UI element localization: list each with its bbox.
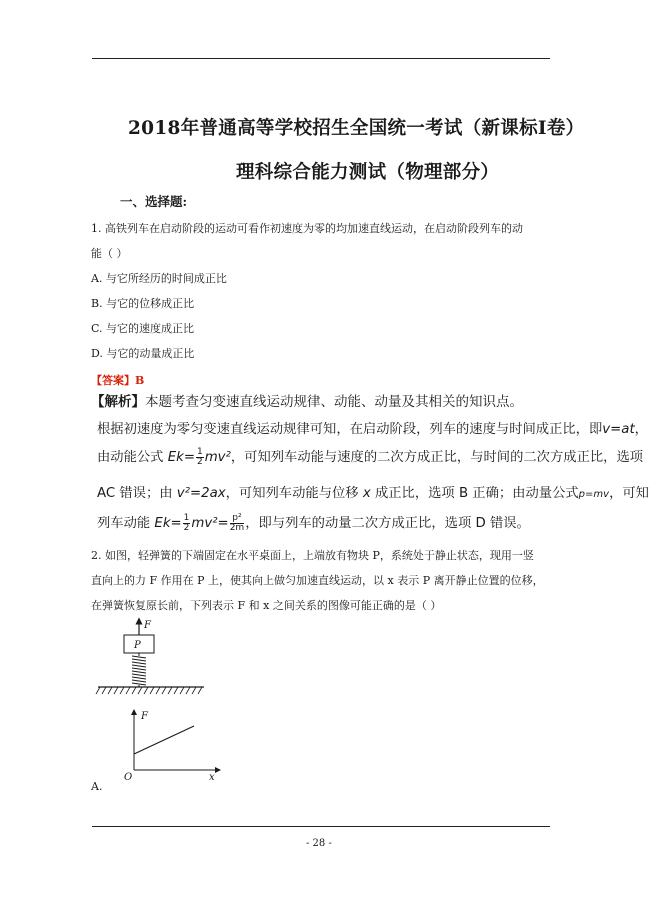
analysis-line1 <box>91 390 523 410</box>
analysis-label: 【解析】 <box>91 394 145 410</box>
page-title: 2018年普通高等学校招生全国统一考试（新课标Ⅰ卷） <box>128 118 585 139</box>
fraction-p2-2m: $\frac{\text{p²}}{2m}$ <box>229 512 245 533</box>
formula-ek: Ek= <box>167 450 195 465</box>
graph-line <box>134 726 194 754</box>
footer-rule <box>92 826 550 827</box>
analysis-line2: 根据初速度为零匀变速直线运动规律可知，在启动阶段，列车的速度与时间成正比，即v=at， <box>97 422 648 437</box>
graph-origin-label: O <box>124 772 133 783</box>
q1-option-c: C. 与它的速度成正比 <box>91 322 195 335</box>
block-label: P <box>134 640 141 651</box>
graph-y-label: F <box>141 711 148 722</box>
q1-option-a: A. 与它所经历的时间成正比 <box>91 272 227 285</box>
analysis-line3: 由动能公式 Ek= $\frac{1}{2}$ mv²，可知列车动能与速度的二次方成正比，与时间的二次方成正比，选项 <box>97 446 644 467</box>
answer-value: B <box>135 374 145 387</box>
graph-x-label: x <box>209 772 215 783</box>
q1-option-d: D. 与它的动量成正比 <box>91 347 195 360</box>
q2-line3: 在弹簧恢复原长前，下列表示 F 和 x 之间关系的图像可能正确的是（ ） <box>91 599 442 612</box>
fraction-one-half: $\frac{1}{2}$ <box>196 446 203 467</box>
graph-option-a <box>118 708 228 783</box>
analysis-line5: 列车动能 Ek= $\frac{1}{2}$ mv²= $\frac{\text{p²}}{2m}$ ，即与列车的动量二次方成正比，选项 D 错误。 <box>97 512 530 533</box>
q1-stem-line2: 能（ ） <box>91 247 128 260</box>
answer-label: 【答案】 <box>91 374 135 387</box>
q2-line2: 直向上的力 F 作用在 P 上，使其向上做匀加速直线运动，以 x 表示 P 离开静止位置的位移， <box>91 574 544 587</box>
table-hatching <box>96 687 202 694</box>
header-rule <box>92 58 550 59</box>
q1-stem-line1: 1. 高铁列车在启动阶段的运动可看作初速度为零的均加速直线运动，在启动阶段列车的动 <box>91 222 523 235</box>
formula-p-mv: p=mv <box>578 489 610 500</box>
q2-line1: 2. 如图，轻弹簧的下端固定在水平桌面上，上端放有物块 P，系统处于静止状态，现用一竖 <box>91 549 534 562</box>
section-heading: 一、选择题: <box>120 194 188 209</box>
page-number: - 28 - <box>306 838 332 849</box>
fraction-one-half: $\frac{1}{2}$ <box>183 512 190 533</box>
formula-v-at: v=at <box>602 422 635 437</box>
spring <box>132 653 146 687</box>
analysis-line4: AC 错误；由 v²=2ax，可知列车动能与位移 x 成正比，选项 B 正确；由动量公式p=mv，可知 <box>97 486 649 501</box>
spring-block-figure <box>96 618 206 698</box>
force-label: F <box>144 620 151 631</box>
q1-option-b: B. 与它的位移成正比 <box>91 297 195 310</box>
option-a-label: A. <box>91 780 103 793</box>
answer-line <box>91 372 144 388</box>
page-subtitle: 理科综合能力测试（物理部分） <box>236 162 500 183</box>
formula-v2-2ax: v²=2ax <box>176 486 226 501</box>
analysis-intro: 本题考查匀变速直线运动规律、动能、动量及其相关的知识点。 <box>145 394 523 410</box>
